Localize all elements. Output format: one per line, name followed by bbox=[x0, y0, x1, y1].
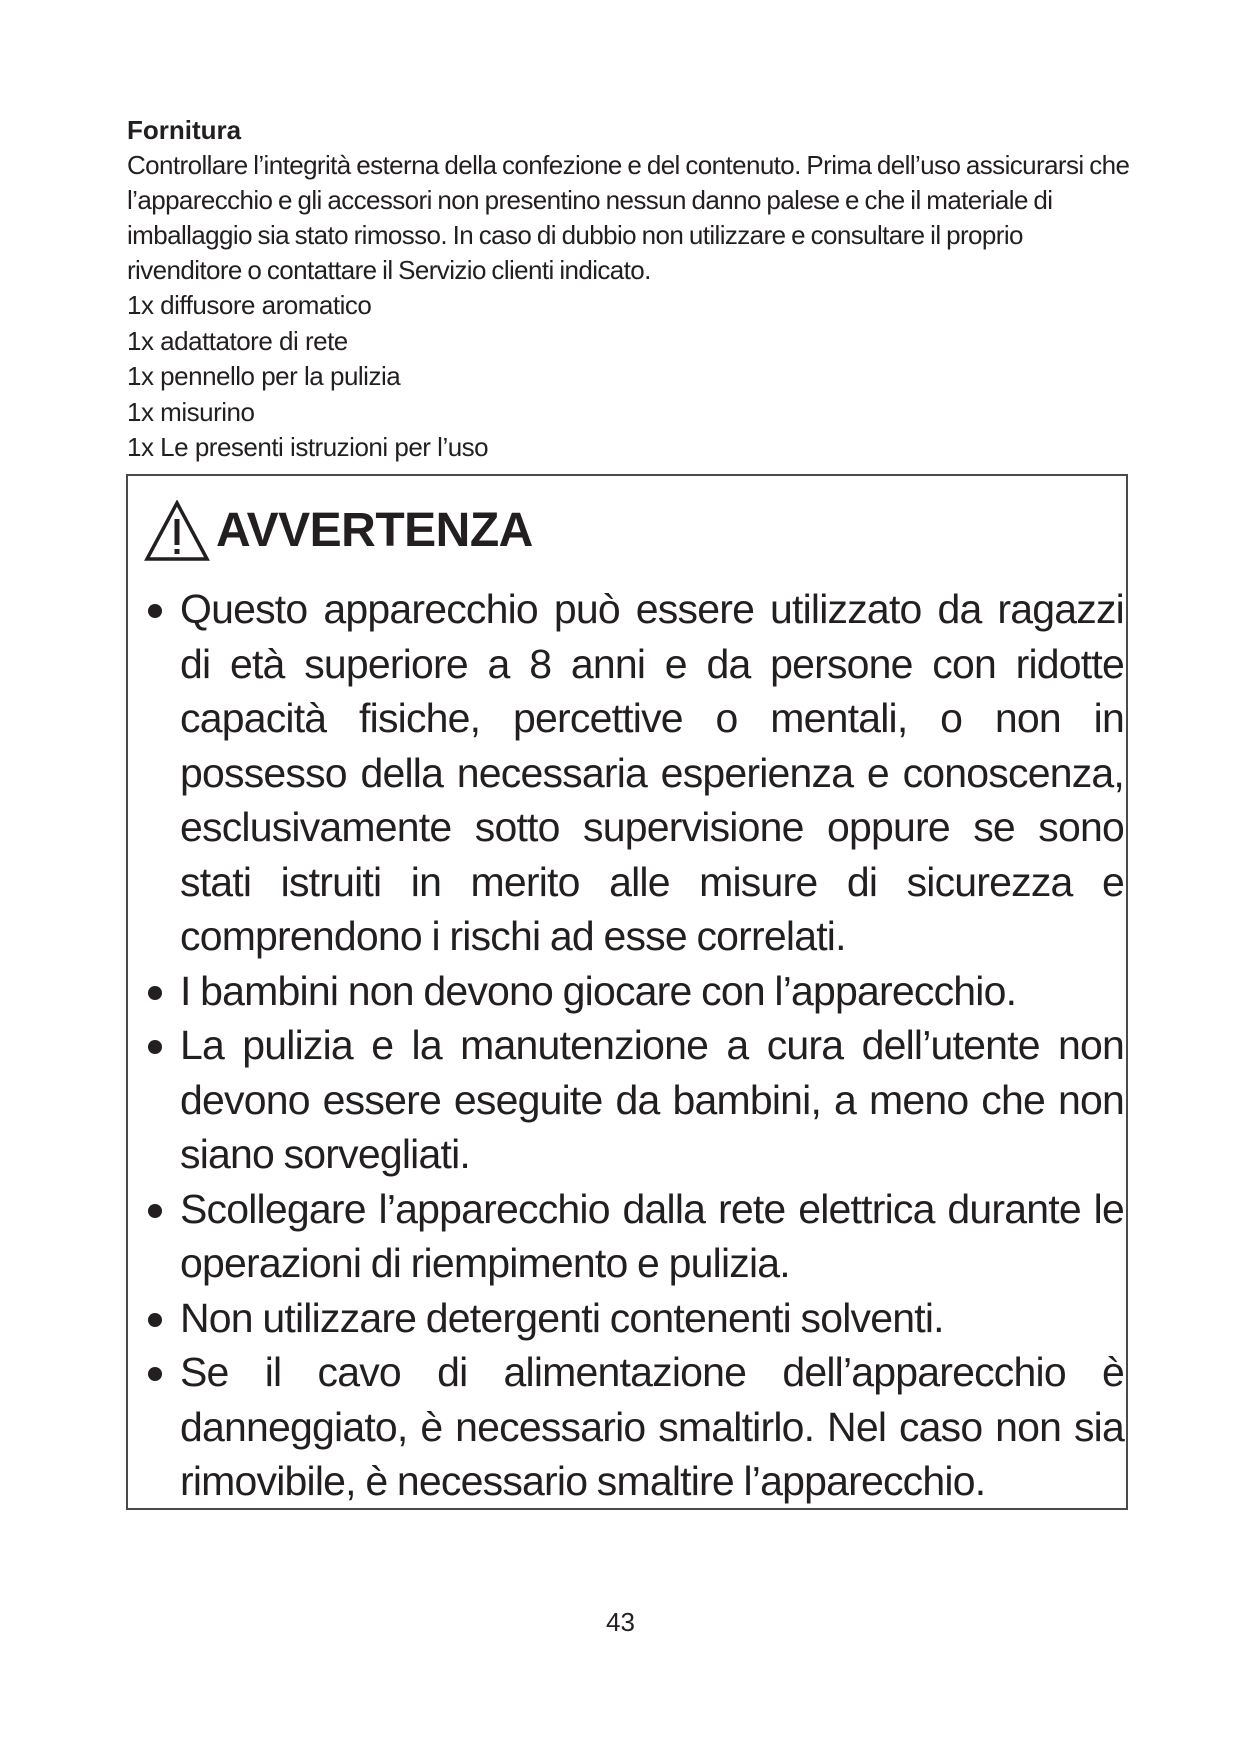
warning-item bbox=[144, 1182, 1124, 1291]
warning-list bbox=[144, 582, 1124, 1509]
page-number: 43 bbox=[606, 1607, 635, 1637]
warning-item-text: Non utilizzare detergenti contenenti solventi. bbox=[180, 1294, 944, 1341]
warning-title: AVVERTENZA bbox=[216, 504, 533, 557]
supply-item: 1x pennello per la pulizia bbox=[127, 361, 401, 391]
warning-item bbox=[144, 964, 1124, 1019]
supply-title: Fornitura bbox=[127, 115, 242, 145]
warning-header bbox=[144, 500, 533, 562]
warning-item bbox=[144, 582, 1124, 964]
warning-item bbox=[144, 1291, 1124, 1346]
warning-item-text: Scollegare l’apparecchio dalla rete elettrica durante le operazioni di riempimento e pulizia. bbox=[180, 1185, 1124, 1286]
warning-box bbox=[126, 474, 1128, 1510]
bullet-icon bbox=[148, 1367, 162, 1381]
supply-item: 1x Le presenti istruzioni per l’uso bbox=[127, 432, 489, 462]
warning-item-text: Questo apparecchio può essere utilizzato da ragazzi di età superiore a 8 anni e da persone con ridotte capacità fisiche, percettive o mentali, o non in possesso della necessaria esperienza e conoscenza, esclusivamente sotto supervisione oppure se sono stati istruiti in merito alle misure di sicurezza e comprendono i rischi ad esse correlati. bbox=[180, 586, 1124, 959]
bullet-icon bbox=[148, 986, 162, 1000]
warning-triangle-icon bbox=[144, 500, 210, 562]
supply-item: 1x adattatore di rete bbox=[127, 325, 348, 356]
warning-item bbox=[144, 1345, 1124, 1509]
supply-list bbox=[127, 288, 1137, 466]
supply-item: 1x diffusore aromatico bbox=[127, 290, 372, 320]
bullet-icon bbox=[148, 1040, 162, 1054]
warning-item-text: Se il cavo di alimentazione dell’apparecchio è danneggiato, è necessario smaltirlo. Nel caso non sia rimovibile, è necessario smaltire l’apparecchio. bbox=[180, 1349, 1124, 1504]
supply-section bbox=[127, 112, 1137, 466]
bullet-icon bbox=[148, 1204, 162, 1218]
supply-body: Controllare l’integrità esterna della confezione e del contenuto. Prima dell’uso assicurarsi che l’apparecchio e gli accessori non presentino nessun danno palese e che il materiale di imballaggio sia stato rimosso. In caso di dubbio non utilizzare e consultare il proprio rivenditore o contattare il Servizio clienti indicato. bbox=[127, 150, 1130, 285]
warning-item bbox=[144, 1018, 1124, 1182]
supply-item: 1x misurino bbox=[127, 396, 255, 427]
bullet-icon bbox=[148, 604, 162, 618]
bullet-icon bbox=[148, 1313, 162, 1327]
warning-item-text: I bambini non devono giocare con l’apparecchio. bbox=[180, 967, 1017, 1014]
warning-item-text: La pulizia e la manutenzione a cura dell’utente non devono essere eseguite da bambini, a meno che non siano sorvegliati. bbox=[180, 1022, 1124, 1177]
